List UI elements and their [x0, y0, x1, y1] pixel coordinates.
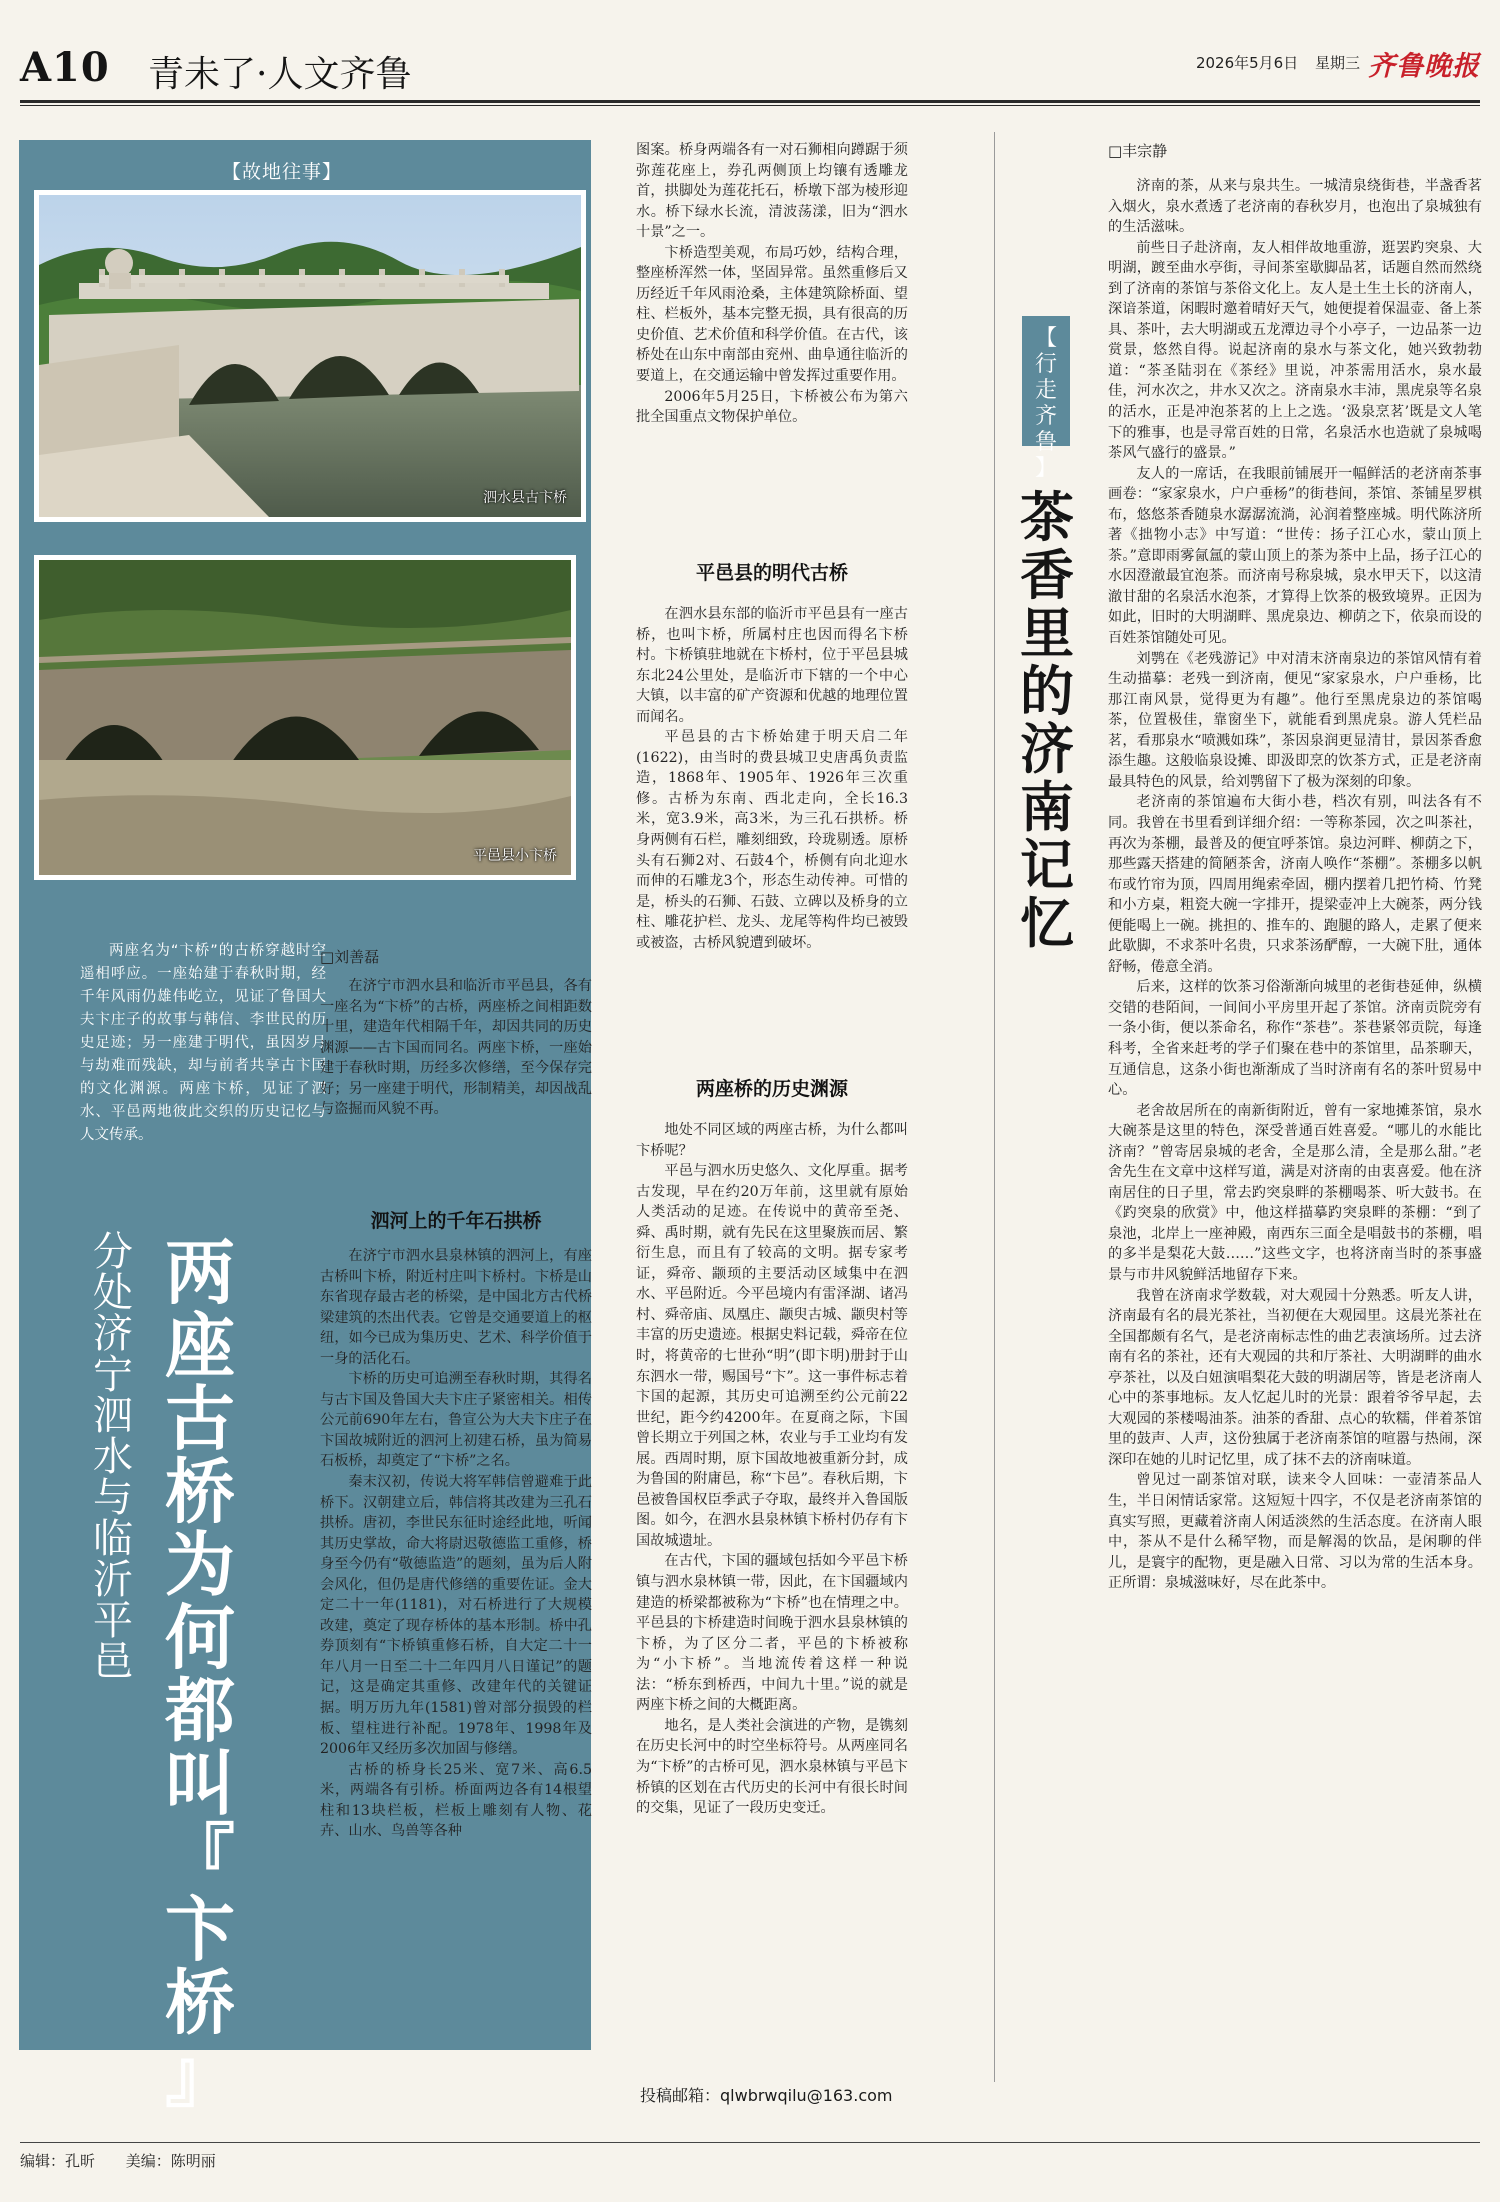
story-headline: [158, 1231, 242, 2117]
byline-left: □刘善磊: [320, 948, 380, 966]
paragraph: 秦末汉初，传说大将军韩信曾避难于此桥下。汉朝建立后，韩信将其改建为三孔石拱桥。唐初，李世民东征时途经此地，听闻其历史掌故，命大将尉迟敬德监工重修，桥身至今仍有“敬德监造”的题刻，虽为后人附会风化，但仍是唐代修缮的重要佐证。金大定二十一年(1181)，对石桥进行了大规模改建，奠定了现存桥体的基本形制。桥中孔券顶刻有“卞桥镇重修石桥，自大定二十一年八月一日至二十二年四月八日谨记”的题记，这是确定其重修、改建年代的关键证据。明万历九年(1581)曾对部分损毁的栏板、望柱进行补配。1978年、1998年及2006年又经历多次加固与修缮。: [320, 1474, 592, 1758]
headline-text: 两 座 古 桥 为 何 都 叫 『 卞 桥 』: [165, 1231, 235, 2117]
subheading-pingyi: 平邑县的明代古桥: [695, 562, 848, 584]
headline-text: 茶 香 里 的 济 南 记 忆: [1020, 485, 1074, 955]
issue-weekday: 星期三: [1314, 54, 1360, 72]
story-lead: 两座名为“卞桥”的古桥穿越时空遥相呼应。一座始建于春秋时期，经千年风雨仍雄伟屹立，见证了鲁国大夫卞庄子的故事与韩信、李世民的历史足迹；另一座建于明代，虽因岁月与劫难而残缺，却与前者共享古卞国的文化渊源。两座卞桥，见证了泗水、平邑两地彼此交织的历史记忆与人文传承。: [80, 943, 326, 1143]
paragraph: 前些日子赴济南，友人相伴故地重游，逛罢趵突泉、大明湖，踱至曲水亭街，寻间茶室歇脚品茗，话题自然而然绕到了济南的茶馆与茶俗文化上。友人是土生土长的济南人，深谙茶道，闲暇时邀着晴好天气，她便提着保温壶、备上茶具、茶叶，去大明湖或五龙潭边寻个小亭子，一边品茶一边赏景，悠然自得。说起济南的泉水与茶文化，她兴致勃勃道：“茶圣陆羽在《茶经》里说，冲茶需用活水，泉水最佳，河水次之，井水又次之。济南泉水丰沛，黑虎泉等名泉的活水，正是冲泡茶茗的上上之选。‘汲泉烹茗’既是文人笔下的雅事，也是寻常百姓的日常，名泉活水也造就了泉城喝茶风气盛行的盛景。”: [1108, 239, 1482, 462]
section-title: 青未了·人文齐鲁: [148, 54, 412, 95]
masthead: [20, 38, 1480, 98]
paragraph: 2006年5月25日，卞桥被公布为第六批全国重点文物保护单位。: [636, 388, 908, 426]
paragraph: 老舍故居所在的南新街附近，曾有一家地摊茶馆，泉水大碗茶是这里的特色，深受普通百姓喜爱。“哪儿的水能比济南？”曾寄居泉城的老舍，全是那么清，全是那么甜。”老舍先生在文章中这样写道，满是对济南的由衷喜爱。他在济南居住的日子里，常去趵突泉畔的茶棚喝茶、听大鼓书。在《趵突泉的欣赏》中，他这样描摹趵突泉畔的茶棚：“到了泉池，北岸上一座神殿，南西东三面全是唱鼓书的茶棚，唱的多半是梨花大鼓……”这些文字，也将济南当时的茶事盛景与市井风貌鲜活地留存下来。: [1108, 1102, 1482, 1283]
right-headline: [1012, 485, 1082, 955]
header-rule-thin: [20, 105, 1480, 106]
subheading-sishui: 泗河上的千年石拱桥: [370, 1210, 542, 1232]
header-rule: [20, 100, 1480, 103]
page-number: A10: [20, 44, 110, 91]
editor-credit: 编辑：孔昕: [20, 2152, 96, 2170]
deck-text: 分 处 济 宁 泗 水 与 临 沂 平 邑: [93, 1229, 133, 1685]
paragraph: 曾见过一副茶馆对联，读来令人回味：一壶清茶品人生，半日闲情话家常。这短短十四字，不仅是老济南茶馆的真实写照，更藏着济南人闲适淡然的生活态度。在济南人眼中，茶从不是什么稀罕物，而是解渴的饮品，是闲聊的伴儿，是寰宇的配物，更是融入日常、习以为常的生活本身。正所谓：泉城滋味好，尽在此茶中。: [1108, 1472, 1482, 1592]
paragraph: 在济宁市泗水县和临沂市平邑县，各有一座名为“卞桥”的古桥，两座桥之间相距数十里，建造年代相隔千年，却因共同的历史渊源——古卞国而同名。两座卞桥，一座始建于春秋时期，历经多次修缮，至今保存完好；另一座建于明代，形制精美，却因战乱与盗掘而风貌不再。: [320, 978, 592, 1118]
paragraph: 老济南的茶馆遍布大街小巷，档次有别，叫法各有不同。我曾在书里看到详细介绍：一等称茶园，次之叫茶社，再次为茶棚，最普及的便宜呼茶馆。泉边河畔、柳荫之下，那些露天搭建的简陋茶舍，济南人唤作“茶棚”。茶棚多以帆布或竹帘为顶，四周用绳索牵固，棚内摆着几把竹椅、竹凳和小方桌，粗瓷大碗一字排开，提梁壶冲上大碗茶，两分钱便能喝上一碗。挑担的、推车的、跑腿的路人，走累了便来此歇脚，不求茶叶名贵，只求茶汤酽醇，一大碗下肚，通体舒畅，倦意全消。: [1108, 794, 1482, 975]
paragraph: 刘鹗在《老残游记》中对清末济南泉边的茶馆风情有着生动描摹：老残一到济南，便见“家家泉水，户户垂杨，比那江南风景，觉得更为有趣”。他行至黑虎泉边的茶馆喝茶，位置极佳，靠窗坐下，就能看到黑虎泉。游人凭栏品茗，看那泉水“喷溅如珠”，茶因泉润更显清甘，景因茶香愈添生趣。这般临泉设摊、即汲即烹的饮茶方式，正是老济南最具特色的风景，给刘鹗留下了极为深刻的印象。: [1108, 650, 1482, 790]
paragraph: 平邑县的古卞桥始建于明天启二年(1622)，由当时的费县城卫史唐禹负责监造，1868年、1905年、1926年三次重修。古桥为东南、西北走向，全长16.3米，宽3.9米，高3米，为三孔石拱桥。桥身两侧有石栏，雕刻细致，玲珑剔透。原桥头有石狮2对、石鼓4个，桥侧有向北迎水而伸的石雕龙3个，形态生动传神。可惜的是，桥头的石狮、石鼓、立碑以及桥身的立柱、雕花护栏、龙头、龙尾等构件均已被毁或被盗，古桥风貌遭到破坏。: [636, 729, 908, 951]
column-divider: [994, 132, 995, 2082]
paragraph: 我曾在济南求学数载，对大观园十分熟悉。听友人讲，济南最有名的晨光茶社，当初便在大观园里。这晨光茶社在全国都颇有名气，是老济南标志性的曲艺表演场所。过去济南有名的茶社，还有大观园的共和厅茶社、大明湖畔的曲水亭茶社，以及白妞演唱梨花大鼓的明湖居等，皆是老济南人心中的茶事地标。友人忆起儿时的光景：跟着爷爷早起，去大观园的茶楼喝油茶。油茶的香甜、点心的软糯，伴着茶馆里的鼓声、人声，这份独属于老济南茶馆的喧嚣与热闹，深深印在她的儿时记忆里，成了抹不去的济南味道。: [1108, 1287, 1482, 1468]
body-col1: [320, 1246, 592, 1842]
paragraph: 平邑与泗水历史悠久、文化厚重。据考古发现，早在约20万年前，这里就有原始人类活动的足迹。在传说中的黄帝至尧、舜、禹时期，就有先民在这里聚族而居、繁衍生息，而且有了较高的文明。据专家考证，舜帝、颛顼的主要活动区域集中在泗水、平邑附近。今平邑境内有雷泽湖、诸冯村、舜帝庙、凤凰庄、颛臾古城、颛臾村等丰富的历史遗迹。根据史料记载，舜帝在位时，将黄帝的七世孙“明”(即卞明)册封于山东泗水一带，赐国号“卞”。这一事件标志着卞国的起源，其历史可追溯至约公元前22世纪，距今约4200年。在夏商之际，卞国曾长期立于列国之林，农业与手工业均有发展。西周时期，原卞国故地被重新分封，成为鲁国的附庸邑，称“卞邑”。春秋后期，卞邑被鲁国权臣季武子夺取，最终并入鲁国版图。如今，在泗水县泉林镇卞桥村仍存有卞国故城遗址。: [636, 1163, 908, 1549]
byline-right: □丰宗静: [1108, 142, 1168, 160]
paragraph: 在古代，卞国的疆域包括如今平邑卞桥镇与泗水泉林镇一带，因此，在卞国疆域内建造的桥梁都被称为“卞桥”也在情理之中。平邑县的卞桥建造时间晚于泗水县泉林镇的卞桥，为了区分二者，平邑的卞桥被称为“小卞桥”。当地流传着这样一种说法：“桥东到桥西，中间九十里。”说的就是两座卞桥之间的大概距离。: [636, 1553, 908, 1714]
photo-sishui-bridge: [34, 190, 586, 522]
newspaper-logo: 齐鲁晚报: [1368, 51, 1480, 82]
paragraph: 卞桥造型美观，布局巧妙，结构合理，整座桥浑然一体，坚固异常。虽然重修后又历经近千年风雨沧桑，主体建筑除桥面、望柱、栏板外，基本完整无损，具有很高的历史价值、艺术价值和科学价值。在古代，该桥处在山东中南部由兖州、曲阜通往临沂的要道上，在交通运输中曾发挥过重要作用。: [636, 244, 908, 385]
paragraph: 卞桥的历史可追溯至春秋时期，其得名与古卞国及鲁国大夫卞庄子紧密相关。相传公元前690年左右，鲁宣公为大夫卞庄子在卞国故城附近的泗河上初建石桥，虽为简易石板桥，却奠定了“卞桥”之名。: [320, 1371, 592, 1470]
photo-pingyi-bridge: [34, 555, 576, 880]
photo-caption: 泗水县古卞桥: [483, 490, 567, 506]
paragraph: 地名，是人类社会演进的产物，是镌刻在历史长河中的时空坐标符号。从两座同名为“卞桥”的古桥可见，泗水泉林镇与平邑卞桥镇的区划在古代历史的长河中有很长时间的交集，见证了一段历史变迁。: [636, 1717, 908, 1817]
issue-date: 2026年5月6日: [1195, 54, 1299, 72]
paragraph: 古桥的桥身长25米、宽7米、高6.5米，两端各有引桥。桥面两边各有14根望柱和13块栏板，栏板上雕刻有人物、花卉、山水、鸟兽等各种: [320, 1761, 592, 1840]
paragraph: 地处不同区域的两座古桥，为什么都叫卞桥呢？: [636, 1122, 908, 1159]
column-tag: 【故地往事】: [222, 161, 343, 183]
paragraph: 图案。桥身两端各有一对石狮相向蹲踞于须弥莲花座上，券孔两侧顶上均镶有透雕龙首，拱脚处为莲花托石，桥墩下部为棱形迎水。桥下绿水长流，清波荡漾，旧为“泗水十景”之一。: [636, 142, 908, 241]
paragraph: 后来，这样的饮茶习俗渐渐向城里的老街巷延伸，纵横交错的巷陌间，一间间小平房里开起了茶馆。济南贡院旁有一条小街，便以茶命名，称作“茶巷”。茶巷紧邻贡院，每逢科考，全省来赶考的学子们聚在巷中的茶馆里，品茶聊天，互通信息，这条小街也渐渐成了当时济南有名的茶叶贸易中心。: [1108, 979, 1482, 1099]
bridge-photo-illustration: [39, 560, 571, 875]
body-col1-intro: [320, 976, 592, 1120]
body-col2: [636, 140, 908, 428]
story-deck: [86, 1229, 140, 1685]
paragraph: 在济宁市泗水县泉林镇的泗河上，有座古桥叫卞桥，附近村庄叫卞桥村。卞桥是山东省现存最古老的桥梁，是中国北方古代桥梁建筑的杰出代表。它曾是交通要道上的枢纽，如今已成为集历史、艺术、科学价值于一身的活化石。: [320, 1248, 592, 1367]
bridge-photo-illustration: [39, 195, 581, 517]
paragraph: 济南的茶，从来与泉共生。一城清泉绕街巷，半盏香茗入烟火，泉水煮透了老济南的春秋岁月，也泡出了泉城独有的生活滋味。: [1108, 178, 1482, 236]
submission-email: 投稿邮箱：qlwbrwqilu@163.com: [640, 2086, 893, 2105]
tag-text: 【 行 走 齐 鲁 】: [1034, 326, 1057, 481]
body-col2c: [636, 1120, 908, 1819]
paragraph: 在泗水县东部的临沂市平邑县有一座古桥，也叫卞桥，所属村庄也因而得名卞桥村。卞桥镇驻地就在卞桥村，位于平邑县城东北24公里处，是临沂市下辖的一个中心大镇，以丰富的矿产资源和优越的地理位置而闻名。: [636, 606, 908, 725]
body-right: [1108, 176, 1482, 1594]
photo-caption: 平邑县小卞桥: [473, 848, 557, 864]
body-col2b: [636, 604, 908, 953]
date-line: [1184, 52, 1360, 73]
column-tag-walk: [1022, 316, 1070, 481]
footer-rule: [20, 2142, 1480, 2143]
designer-credit: 美编：陈明丽: [125, 2152, 216, 2170]
paragraph: 友人的一席话，在我眼前铺展开一幅鲜活的老济南茶事画卷：“家家泉水，户户垂杨”的街巷间，茶馆、茶铺星罗棋布，悠悠茶香随泉水潺潺流淌，沁润着整座城。明代陈济所著《拙物小志》中写道：“世传：扬子江心水，蒙山顶上茶。”意即雨雾氤氲的蒙山顶上的茶为茶中上品，扬子江心的水因澄澈最宜泡茶。而济南号称泉城，泉水甲天下，以这清澈甘甜的名泉活水泡茶，才算得上饮茶的极致境界。正因为如此，旧时的大明湖畔、黑虎泉边、柳荫之下，依泉而设的百姓茶馆随处可见。: [1108, 465, 1482, 647]
subheading-history: 两座桥的历史渊源: [695, 1078, 848, 1100]
footer-credits: [20, 2150, 242, 2171]
